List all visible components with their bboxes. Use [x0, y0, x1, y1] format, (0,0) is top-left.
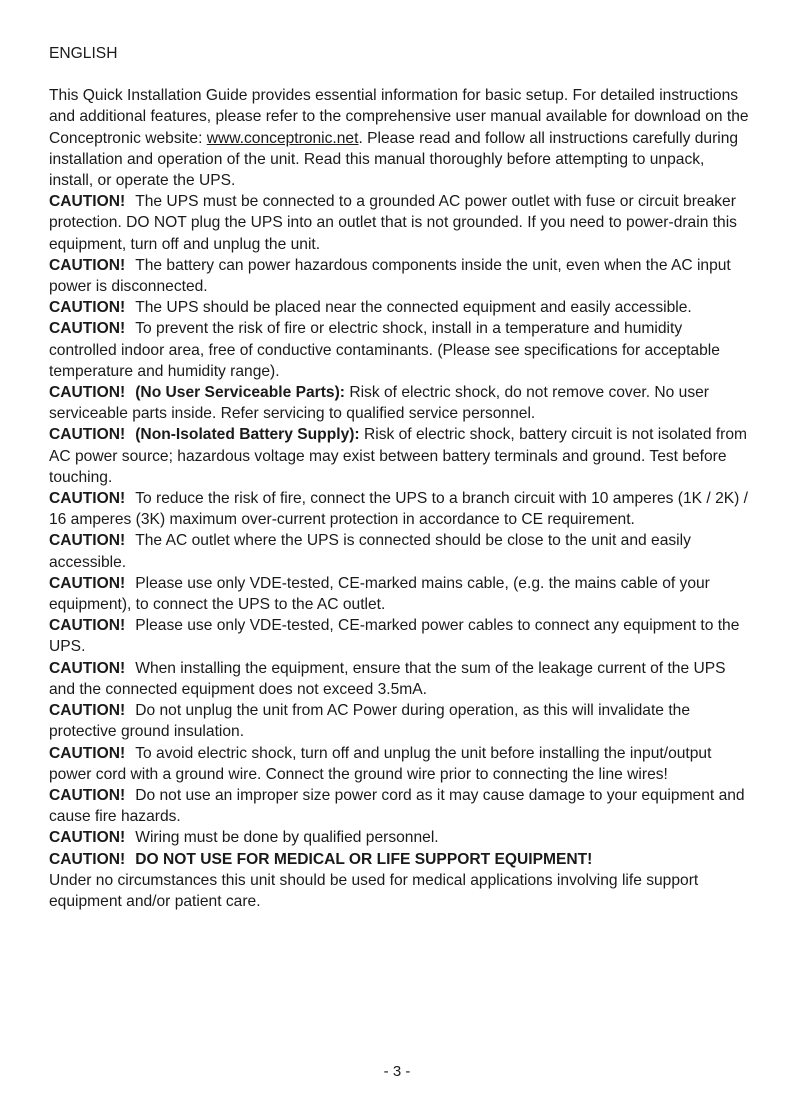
caution-text: The AC outlet where the UPS is connected should be close to the unit and easily accessible. [49, 532, 691, 571]
caution-medical-warning [49, 849, 749, 913]
caution-text: Do not use an improper size power cord as it may cause damage to your equipment and cause fire hazards. [49, 786, 745, 826]
caution-item [49, 318, 749, 382]
caution-label: CAUTION! [49, 426, 126, 444]
caution-text: The battery can power hazardous components inside the unit, even when the AC input power is disconnected. [49, 256, 731, 296]
caution-item [49, 785, 749, 827]
caution-text: When installing the equipment, ensure that the sum of the leakage current of the UPS and the connected equipment does not exceed 3.5mA. [49, 659, 726, 698]
caution-text: Please use only VDE-tested, CE-marked mains cable, (e.g. the mains cable of your equipment), to connect the UPS to the AC outlet. [49, 574, 710, 614]
intro-paragraph [49, 85, 749, 191]
language-heading: ENGLISH [49, 45, 118, 62]
caution-label: CAUTION! [49, 850, 126, 868]
caution-label: CAUTION! [49, 574, 126, 592]
caution-label: CAUTION! [49, 702, 126, 720]
page-number: - 3 - [383, 1063, 411, 1080]
caution-label: CAUTION! [49, 744, 126, 762]
caution-text: Wiring must be done by qualified personnel. [135, 829, 439, 847]
caution-label: CAUTION! [49, 829, 126, 847]
caution-item [49, 297, 749, 318]
caution-label: CAUTION! [49, 659, 126, 677]
caution-label: CAUTION! [49, 617, 126, 635]
caution-item [49, 700, 749, 742]
caution-lead: (No User Serviceable Parts): [135, 384, 345, 402]
caution-text: Do not unplug the unit from AC Power during operation, as this will invalidate the protective ground insulation. [49, 702, 690, 741]
caution-item [49, 382, 749, 424]
caution-text: Please use only VDE-tested, CE-marked power cables to connect any equipment to the UPS. [49, 617, 740, 656]
caution-item [49, 827, 749, 848]
caution-label: CAUTION! [49, 786, 126, 804]
caution-label: CAUTION! [49, 256, 126, 274]
intro-text-continued: . Please read and follow all instructions carefully during installation and operation of the unit. Read this manual thoroughly before attempting to unpack, install, or operate the UPS. [49, 129, 739, 190]
caution-item [49, 488, 749, 530]
caution-label: CAUTION! [49, 384, 126, 402]
caution-text: The UPS must be connected to a grounded AC power outlet with fuse or circuit breaker protection. DO NOT plug the UPS into an outlet that is not grounded. If you need to power-drain this equipment, turn off and unplug the unit. [49, 193, 737, 253]
caution-lead: (Non-Isolated Battery Supply): [135, 426, 360, 444]
caution-item [49, 573, 749, 615]
caution-item [49, 191, 749, 255]
caution-headline: DO NOT USE FOR MEDICAL OR LIFE SUPPORT EQUIPMENT! [135, 850, 593, 868]
caution-item [49, 424, 749, 488]
caution-item [49, 615, 749, 657]
caution-text: Under no circumstances this unit should be used for medical applications involving life support equipment and/or patient care. [49, 871, 699, 910]
caution-text: Risk of electric shock, battery circuit is not isolated from AC power source; hazardous voltage may exist between battery terminals and ground. Test before touching. [49, 426, 748, 486]
caution-text: Risk of electric shock, do not remove cover. No user serviceable parts inside. Refer servicing to qualified service personnel. [49, 384, 709, 423]
caution-label: CAUTION! [49, 299, 126, 317]
caution-label: CAUTION! [49, 320, 126, 338]
caution-label: CAUTION! [49, 193, 126, 211]
website-link[interactable]: www.conceptronic.net [206, 129, 359, 147]
caution-item [49, 743, 749, 785]
caution-item [49, 255, 749, 297]
caution-text: To prevent the risk of fire or electric shock, install in a temperature and humidity controlled indoor area, free of conductive contaminants. (Please see specifications for acceptable temperature and humidity range). [49, 320, 720, 380]
caution-label: CAUTION! [49, 490, 126, 508]
caution-item [49, 530, 749, 572]
caution-label: CAUTION! [49, 532, 126, 550]
intro-text: This Quick Installation Guide provides essential information for basic setup. For detailed instructions and additional features, please refer to the comprehensive user manual available for download on the Conceptronic website: [49, 87, 749, 147]
caution-text: To reduce the risk of fire, connect the UPS to a branch circuit with 10 amperes (1K / 2K) / 16 amperes (3K) maximum over-current protection in accordance to CE requirement. [49, 490, 749, 529]
document-page [49, 43, 749, 912]
caution-text: To avoid electric shock, turn off and unplug the unit before installing the input/output power cord with a ground wire. Connect the ground wire prior to connecting the line wires! [49, 744, 712, 783]
caution-list [49, 191, 749, 848]
caution-item [49, 658, 749, 700]
caution-text: The UPS should be placed near the connected equipment and easily accessible. [135, 299, 692, 317]
